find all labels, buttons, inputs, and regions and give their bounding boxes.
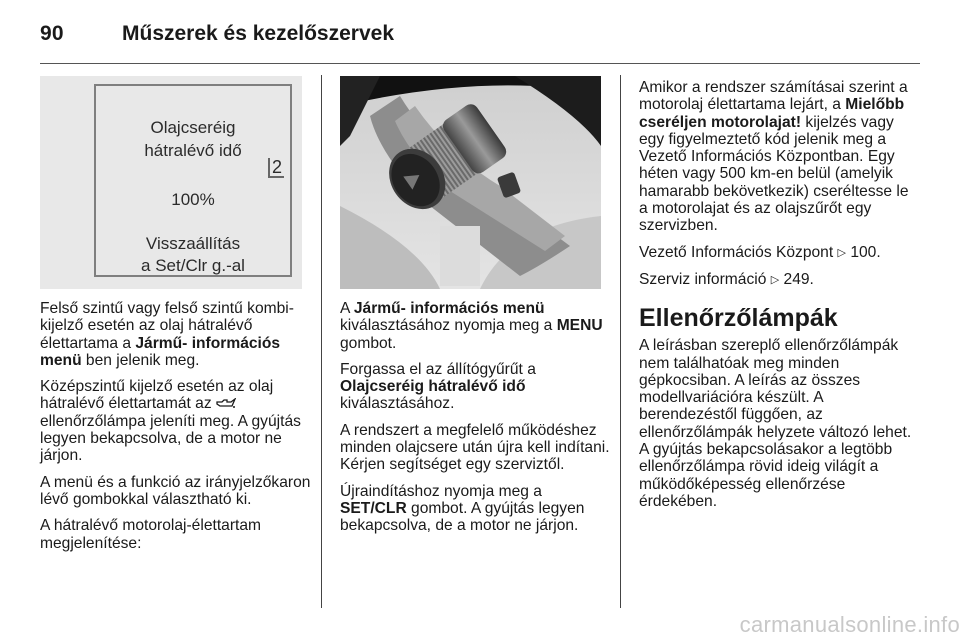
cross-reference[interactable] — [639, 244, 915, 262]
paragraph — [40, 378, 312, 464]
paragraph — [639, 79, 915, 235]
button-name: MENU — [556, 317, 603, 335]
text: 249. — [779, 270, 814, 288]
bold-term: Jármű- információs menü — [40, 334, 281, 369]
reference-arrow-icon: ▷ — [770, 273, 780, 286]
text: kiválasztásához. — [340, 395, 455, 413]
column-divider-2 — [620, 75, 621, 608]
button-name: SET/CLR — [340, 499, 407, 517]
reference-arrow-icon: ▷ — [837, 246, 846, 259]
text: kiválasztásához nyomja meg a — [340, 317, 557, 335]
bold-term: Mielőbb cseréljen motorolajat! — [639, 96, 905, 131]
watermark: carmanualsonline.info — [739, 612, 960, 637]
text: 100. — [845, 243, 881, 261]
header-divider — [40, 63, 920, 64]
text: gombot. A gyújtás legyen bekapcsolva, de a motor ne járjon. — [340, 499, 585, 535]
bold-term: Olajcseréig hátralévő idő — [340, 378, 526, 396]
oil-can-icon — [216, 398, 236, 409]
display-screen — [94, 84, 292, 277]
text: Vezető Információs Központ — [639, 243, 838, 261]
display-line-2: hátralévő idő — [144, 141, 242, 160]
display-percent: 100% — [171, 190, 215, 209]
text: Felső szintű vagy felső szintű kombi-kijelző esetén az olaj hátralévő élettartama a — [40, 300, 294, 352]
page-title: Műszerek és kezelőszervek — [122, 22, 395, 45]
column-2 — [340, 300, 610, 544]
text: ellenőrzőlámpa jeleníti meg. A gyújtás legyen bekapcsolva, de a motor ne járjon. — [40, 412, 301, 465]
text: kijelzés vagy egy figyelmeztető kód jelenik meg a Vezető Információs Központban. Egy héten vagy 500 km-en belül (amelyik hamarabb bekövetkezik) cseréltesse le a motorolajat és az olajszűrőt egy szervizben. — [639, 113, 909, 235]
page-header — [40, 22, 920, 52]
column-1 — [40, 300, 312, 561]
section-heading: Ellenőrzőlámpák — [639, 304, 838, 333]
paragraph: A hátralévő motorolaj-élettartam megjelenítése: — [40, 517, 262, 552]
stalk-illustration — [340, 76, 601, 289]
column-3 — [639, 79, 915, 519]
paragraph — [40, 300, 312, 369]
page-number: 90 — [40, 22, 64, 45]
bold-term: Jármű- információs menü — [353, 300, 545, 317]
text: gombot. — [340, 334, 397, 352]
oil-life-display-figure — [40, 76, 302, 289]
paragraph — [340, 483, 610, 535]
column-divider-1 — [321, 75, 322, 608]
text: Szerviz információ — [639, 270, 771, 288]
text: Középszintű kijelző esetén az olaj hátralévő élettartamát az — [40, 378, 274, 413]
text: Forgassa el az állítógyűrűt a — [340, 360, 536, 378]
paragraph: A menü és a funkció az irányjelzőkaron lévő gombokkal választható ki. — [40, 473, 311, 508]
text: A — [340, 300, 354, 317]
display-page-badge: 2 — [268, 158, 284, 178]
paragraph — [340, 361, 610, 413]
cross-reference[interactable] — [639, 271, 915, 289]
text: Újraindításhoz nyomja meg a — [340, 482, 542, 500]
paragraph: A rendszert a megfelelő működéshez minden olajcsere után újra kell indítani. Kérjen segítséget egy szerviztől. — [340, 421, 610, 474]
paragraph: A leírásban szereplő ellenőrzőlámpák nem találhatóak meg minden gépkocsiban. A leírás az összes modellvariációra készült. A berendezéstől függően, az ellenőrzőlámpák helyzete változó lehet. A gyújtás bekapcsolásakor a legtöbb ellenőrzőlámpa rövid ideig világít a működőképesség ellenőrzése érdekében. — [639, 337, 912, 510]
paragraph — [340, 300, 610, 352]
display-line-1: Olajcseréig — [150, 118, 236, 137]
text: Amikor a rendszer számításai szerint a motorolaj élettartama lejárt, a — [639, 79, 908, 114]
display-line-4: a Set/Clr g.-al — [141, 256, 245, 275]
turn-signal-stalk-figure — [340, 76, 601, 289]
text: ben jelenik meg. — [81, 351, 200, 369]
display-line-3: Visszaállítás — [145, 234, 241, 253]
